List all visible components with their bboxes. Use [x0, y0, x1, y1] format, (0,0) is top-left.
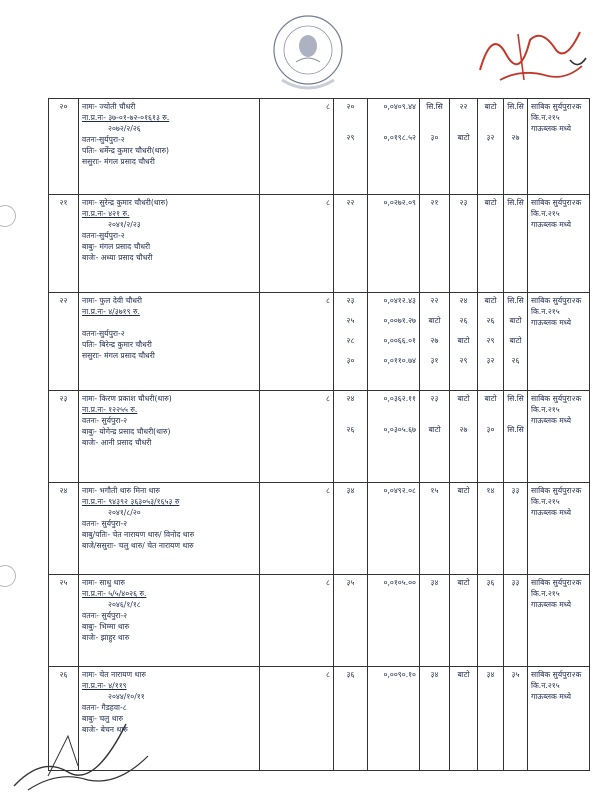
north-value: बाटो — [484, 394, 497, 403]
kitta-value: ३४ — [346, 486, 355, 495]
kitta-value: २४ — [346, 394, 355, 403]
east-cell — [420, 575, 450, 667]
kitta-cell — [334, 195, 368, 293]
owner-detail-line: बाबुः- योगेन्द्र प्रसाद चौधरी(थारु) — [82, 427, 171, 436]
area-cell — [368, 667, 420, 771]
south-cell — [504, 293, 528, 391]
owner-detail-line: बाजेः- झाहुर थारु — [82, 633, 130, 642]
owner-detail-line: नामः- सुरेन्द्र कुमार चौधरी(थारु) — [82, 198, 169, 207]
west-value: २४ — [459, 296, 468, 305]
east-value: ३४ — [430, 670, 439, 679]
area-cell — [368, 483, 420, 575]
owner-detail-line: पतिः- बिरेन्द्र कुमार चौधरी — [82, 340, 152, 349]
owner-detail-line: पतिः- धर्मेन्द्र कुमार चौधरी(थारु) — [82, 146, 169, 155]
ward-number: ८ — [260, 293, 334, 391]
remarks-line: कि.न.२१५ — [531, 307, 560, 316]
owner-details — [79, 483, 260, 575]
remarks-cell — [528, 391, 590, 483]
owner-detail-line: वतनः- सुर्यपुरा-२ — [82, 611, 128, 620]
south-cell — [504, 99, 528, 195]
kitta-value: ३५ — [346, 578, 355, 587]
owner-detail-line: २०४१/८/२० — [108, 508, 141, 517]
punch-holes — [0, 0, 30, 792]
south-value: बाटो — [509, 336, 522, 345]
remarks-line: कि.न.२१५ — [531, 209, 560, 218]
north-cell — [478, 99, 504, 195]
owner-detail-line: ना.प्र.नः- १२२५५ रु. — [82, 405, 138, 414]
remarks-cell — [528, 483, 590, 575]
east-cell — [420, 195, 450, 293]
remarks-cell — [528, 575, 590, 667]
remarks-line: कि.न.२१५ — [531, 113, 560, 122]
south-cell — [504, 575, 528, 667]
remarks-line: साबिक सुर्यपुरा२क — [531, 198, 582, 207]
owner-detail-line: नामः- ज्योती चौधरी — [82, 102, 136, 111]
owner-detail-line: बाजेः- आनी प्रसाद चौधरी — [82, 438, 152, 447]
table-row — [49, 391, 590, 483]
kitta-value: ३० — [346, 356, 355, 365]
owner-detail-line: वतनः- सुर्यपुरा-२ — [82, 519, 128, 528]
area-cell — [368, 575, 420, 667]
owner-detail-line: ससुराः- मंगल प्रसाद चौधरी — [82, 157, 155, 166]
remarks-line: कि.न.२१५ — [531, 497, 560, 506]
owner-detail-line: बाबु/पतिः- चेत नारायण थारु/ विनोद थारु — [82, 530, 195, 539]
north-value: बाटो — [484, 102, 497, 111]
area-value: ०,०३०५.६७ — [383, 425, 416, 434]
owner-detail-line: बाबुः- मंगल प्रसाद चौधरी — [82, 242, 151, 251]
kitta-cell — [334, 667, 368, 771]
owner-detail-line — [82, 317, 256, 328]
ward-number: ८ — [260, 391, 334, 483]
east-value: ३१ — [430, 356, 439, 365]
table-row — [49, 483, 590, 575]
serial-number: २३ — [49, 391, 79, 483]
owner-details — [79, 293, 260, 391]
remarks-cell — [528, 195, 590, 293]
area-value: ०,०४१२.४३ — [383, 296, 416, 305]
owner-details — [79, 575, 260, 667]
punch-hole — [0, 205, 16, 227]
owner-detail-line: ना.प्र.नः- ४/११९ — [82, 681, 127, 690]
area-cell — [368, 195, 420, 293]
east-cell — [420, 483, 450, 575]
remarks-line: साबिक सुर्यपुरा२क — [531, 296, 582, 305]
south-value: सि.सि — [507, 394, 524, 403]
remarks-line: गाऊब्लक मध्ये — [531, 318, 572, 327]
ward-number: ८ — [260, 667, 334, 771]
north-value: ३२ — [486, 356, 495, 365]
kitta-value: २९ — [346, 133, 355, 142]
remarks-line: गाऊब्लक मध्ये — [531, 508, 572, 517]
remarks-cell — [528, 99, 590, 195]
owner-detail-line: ना.प्र.नः- ३७-०१-७२-०१६१३ रु. — [82, 113, 170, 122]
kitta-value: २८ — [346, 336, 355, 345]
remarks-line: कि.न.२१५ — [531, 589, 560, 598]
east-value: २१ — [430, 198, 439, 207]
kitta-value: २२ — [346, 198, 355, 207]
remarks-line: गाऊब्लक मध्ये — [531, 220, 572, 229]
area-value: ०,०२७२.०९ — [383, 198, 416, 207]
remarks-line: साबिक सुर्यपुरा२क — [531, 394, 582, 403]
east-value: २२ — [430, 296, 439, 305]
south-value: सि.सि — [507, 425, 524, 434]
north-value: १४ — [486, 486, 495, 495]
area-cell — [368, 99, 420, 195]
west-value: २३ — [459, 198, 468, 207]
area-value: ०,०१९८.५२ — [383, 133, 416, 142]
north-value: २९ — [486, 336, 495, 345]
area-value: ०,०११०.७४ — [383, 356, 416, 365]
kitta-cell — [334, 391, 368, 483]
west-value: बाटो — [457, 336, 470, 345]
owner-detail-line: २०७२/२/२६ — [108, 124, 141, 133]
east-value: २३ — [430, 394, 439, 403]
west-cell — [450, 195, 478, 293]
east-value: बाटो — [428, 425, 441, 434]
north-value: ३२ — [486, 133, 495, 142]
remarks-line: गाऊब्लक मध्ये — [531, 600, 572, 609]
signature-top-right — [470, 10, 590, 90]
south-value: बाटो — [509, 316, 522, 325]
owner-detail-line: बाजेः- अध्या प्रसाद चौधरी — [82, 253, 153, 262]
east-cell — [420, 293, 450, 391]
west-value: बाटो — [457, 670, 470, 679]
owner-details — [79, 667, 260, 771]
north-cell — [478, 391, 504, 483]
remarks-line: साबिक सुर्यपुरा२क — [531, 486, 582, 495]
east-value: बाटो — [428, 316, 441, 325]
ward-number: ८ — [260, 99, 334, 195]
owner-detail-line: नामः- फुल देवी चौधरी — [82, 296, 142, 305]
east-value: ३० — [430, 133, 439, 142]
west-value: २६ — [459, 316, 468, 325]
owner-detail-line: नामः- भगौती थारु मिना थारु — [82, 486, 160, 495]
table-row — [49, 293, 590, 391]
owner-detail-line: बाबुः- भिम्मा थारु — [82, 622, 130, 631]
remarks-cell — [528, 667, 590, 771]
north-value: २६ — [486, 316, 495, 325]
ward-number: ८ — [260, 575, 334, 667]
serial-number: २० — [49, 99, 79, 195]
area-cell — [368, 293, 420, 391]
owner-detail-line: वतनः- सुर्यपुरा-२ — [82, 416, 128, 425]
table-row — [49, 195, 590, 293]
table-row — [49, 667, 590, 771]
remarks-line: साबिक सुर्यपुरा२क — [531, 670, 582, 679]
owner-detail-line: बाजे/ससुराः- चलु थारु/ चेत नारायण थारु — [82, 541, 194, 550]
west-value: २२ — [459, 102, 468, 111]
west-value: बाटो — [457, 133, 470, 142]
remarks-line: कि.न.२१५ — [531, 681, 560, 690]
west-cell — [450, 99, 478, 195]
area-value: ०,०१०५.०० — [383, 578, 416, 587]
owner-detail-line: वतनः-सुर्यपुरा-२ — [82, 329, 125, 338]
land-records-table — [48, 98, 590, 771]
owner-detail-line: ना.प्र.नः- ५/५/४०२६ रु. — [82, 589, 147, 598]
owner-detail-line: वतनः-सुर्यपुरा-२ — [82, 231, 125, 240]
remarks-line: गाऊब्लक मध्ये — [531, 692, 572, 701]
serial-number: २२ — [49, 293, 79, 391]
north-cell — [478, 575, 504, 667]
area-value: ०,०४०९.४४ — [383, 102, 416, 111]
south-cell — [504, 667, 528, 771]
west-value: बाटो — [457, 486, 470, 495]
owner-detail-line: बाजेः- बेचन थारु — [82, 725, 128, 734]
table-row — [49, 99, 590, 195]
west-cell — [450, 483, 478, 575]
kitta-cell — [334, 483, 368, 575]
west-value: २७ — [459, 425, 468, 434]
serial-number: २४ — [49, 483, 79, 575]
serial-number: २५ — [49, 575, 79, 667]
remarks-line: साबिक सुर्यपुरा२क — [531, 578, 582, 587]
west-value: २९ — [459, 356, 468, 365]
owner-detail-line: वतनः- गैडहवा-८ — [82, 703, 127, 712]
serial-number: २१ — [49, 195, 79, 293]
table-row — [49, 575, 590, 667]
south-cell — [504, 391, 528, 483]
owner-detail-line: नामः- किरण प्रकाश चौधरी(थारु) — [82, 394, 172, 403]
north-value: बाटो — [484, 296, 497, 305]
south-value: सि.सि — [507, 198, 524, 207]
north-cell — [478, 293, 504, 391]
south-value: ३३ — [511, 578, 520, 587]
west-cell — [450, 391, 478, 483]
west-value: बाटो — [457, 394, 470, 403]
south-value: सि.सि — [507, 296, 524, 305]
kitta-value: ३६ — [346, 670, 355, 679]
west-value: बाटो — [457, 578, 470, 587]
owner-detail-line: नामः- साधु थारु — [82, 578, 125, 587]
owner-detail-line: ना.प्र.नः- ४२१ रु. — [82, 209, 130, 218]
owner-detail-line: ना.प्र.नः- ४/३७१९ रु. — [82, 307, 140, 316]
kitta-cell — [334, 99, 368, 195]
owner-detail-line: २०४४/१०/११ — [108, 692, 145, 701]
kitta-cell — [334, 293, 368, 391]
south-value: ३५ — [511, 670, 520, 679]
area-value: ०,००७१.२७ — [383, 316, 416, 325]
north-value: ३० — [486, 425, 495, 434]
kitta-value: २६ — [346, 425, 355, 434]
ward-number: ८ — [260, 483, 334, 575]
south-value: ३३ — [511, 486, 520, 495]
kitta-value: २३ — [346, 296, 355, 305]
east-value: २७ — [430, 336, 439, 345]
area-value: ०,०४९२.०८ — [383, 486, 416, 495]
south-value: सि.सि — [507, 102, 524, 111]
punch-hole — [0, 565, 16, 587]
area-value: ०,००६६.०१ — [383, 336, 416, 345]
east-value: सि.सि — [426, 102, 443, 111]
owner-details — [79, 195, 260, 293]
owner-detail-line: २०४६/१/१८ — [108, 600, 141, 609]
owner-detail-line: २०४१/२/२३ — [108, 220, 141, 229]
serial-number: २६ — [49, 667, 79, 771]
north-cell — [478, 483, 504, 575]
kitta-value: २० — [346, 102, 355, 111]
east-cell — [420, 99, 450, 195]
owner-detail-line: नामः- चेत नारायण थारु — [82, 670, 146, 679]
south-value: २७ — [511, 133, 520, 142]
north-value: ३६ — [486, 578, 495, 587]
north-value: ३४ — [486, 670, 495, 679]
office-seal-stamp — [262, 10, 354, 102]
east-cell — [420, 667, 450, 771]
east-cell — [420, 391, 450, 483]
north-cell — [478, 195, 504, 293]
owner-details — [79, 391, 260, 483]
remarks-line: कि.न.२१५ — [531, 405, 560, 414]
west-cell — [450, 293, 478, 391]
west-cell — [450, 575, 478, 667]
area-value: ०,०३६२.११ — [383, 394, 416, 403]
south-value: २६ — [511, 356, 520, 365]
east-value: १५ — [430, 486, 439, 495]
remarks-line: साबिक सुर्यपुरा२क — [531, 102, 582, 111]
remarks-line: गाऊब्लक मध्ये — [531, 416, 572, 425]
owner-detail-line: ससुराः- मंगल प्रसाद चौधरी — [82, 351, 155, 360]
owner-detail-line: बाबुः- चलु थारु — [82, 714, 124, 723]
owner-details — [79, 99, 260, 195]
north-cell — [478, 667, 504, 771]
remarks-line: गाऊब्लक मध्ये — [531, 124, 572, 133]
west-cell — [450, 667, 478, 771]
north-value: बाटो — [484, 198, 497, 207]
south-cell — [504, 195, 528, 293]
ward-number: ८ — [260, 195, 334, 293]
kitta-cell — [334, 575, 368, 667]
remarks-cell — [528, 293, 590, 391]
east-value: ३४ — [430, 578, 439, 587]
area-value: ०,००९०.१० — [383, 670, 416, 679]
kitta-value: २५ — [346, 316, 355, 325]
owner-detail-line: वतनः-सुर्यपुरा-२ — [82, 135, 125, 144]
south-cell — [504, 483, 528, 575]
area-cell — [368, 391, 420, 483]
owner-detail-line: ना.प्र.नः- ९४३९२ ३६३०५३/१६५३ रु — [82, 497, 180, 506]
